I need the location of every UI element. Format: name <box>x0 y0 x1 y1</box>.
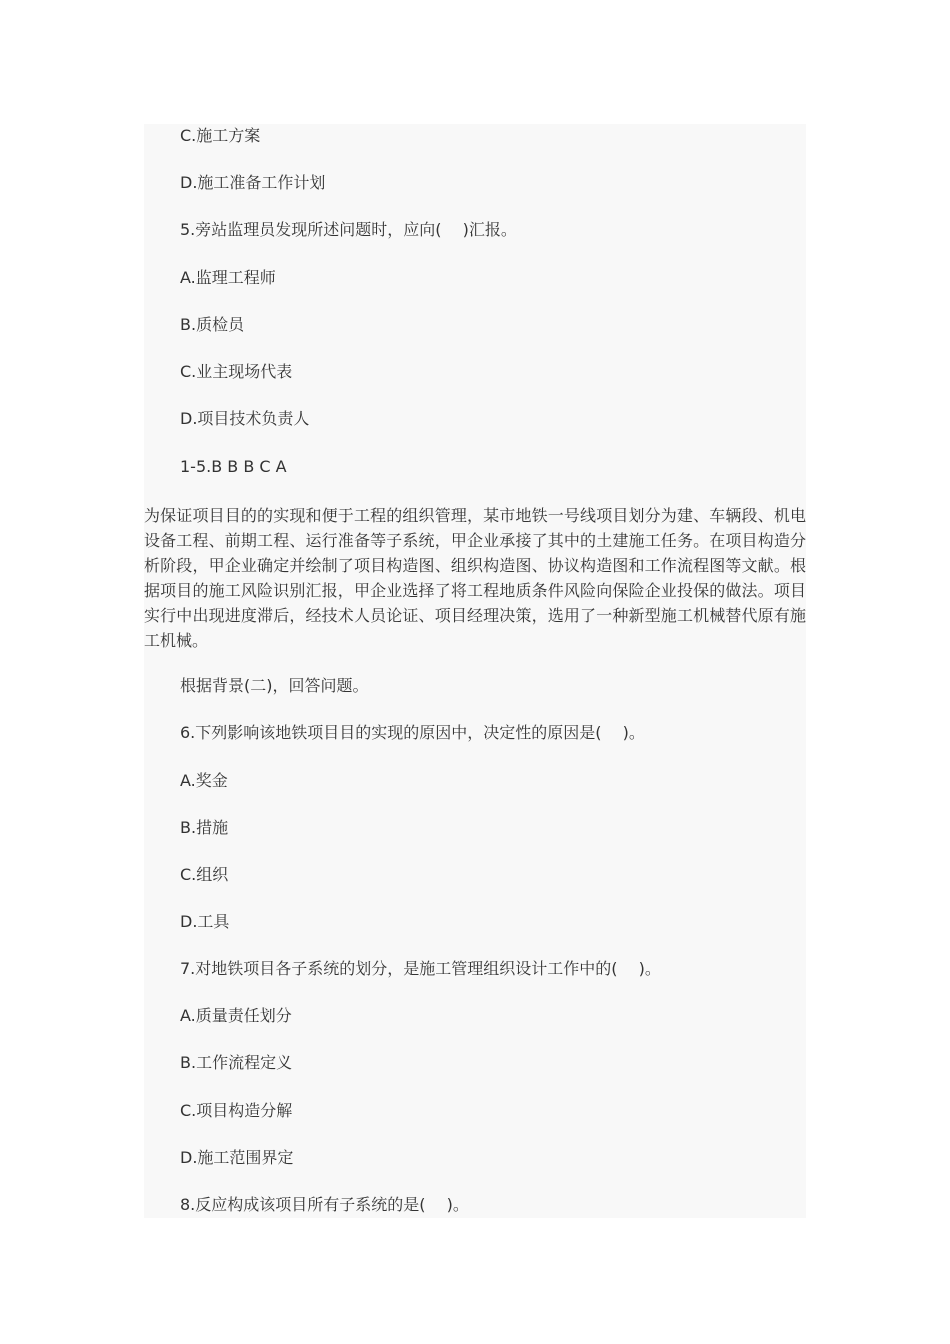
q6-option-d: D.工具 <box>180 912 230 931</box>
question-8: 8.反应构成该项目所有子系统的是( )。 <box>180 1195 469 1214</box>
q7-option-a: A.质量责任划分 <box>180 1006 292 1025</box>
q7-option-d: D.施工范围界定 <box>180 1148 294 1167</box>
q5-option-b: B.质检员 <box>180 315 245 334</box>
question-5: 5.旁站监理员发现所述问题时，应向( )汇报。 <box>180 220 517 239</box>
q5-option-a: A.监理工程师 <box>180 268 276 287</box>
option-c-construction-plan: C.施工方案 <box>180 126 261 145</box>
background-paragraph: 为保证项目目的的实现和便于工程的组织管理，某市地铁一号线项目划分为建、车辆段、机电设备工程、前期工程、运行准备等子系统，甲企业承接了其中的土建施工任务。在项目构造分析阶段，甲企业确定并绘制了项目构造图、组织构造图、协议构造图和工作流程图等文献。根据项目的施工风险识别汇报，甲企业选择了将工程地质条件风险向保险企业投保的做法。项目实行中出现进度滞后，经技术人员论证、项目经理决策，选用了一种新型施工机械替代原有施工机械。 <box>144 506 806 650</box>
option-d-preparation-plan: D.施工准备工作计划 <box>180 173 326 192</box>
document-content <box>144 124 806 1218</box>
q6-option-b: B.措施 <box>180 818 229 837</box>
background-instruction: 根据背景(二)，回答问题。 <box>180 676 369 695</box>
q5-option-c: C.业主现场代表 <box>180 362 293 381</box>
q7-option-c: C.项目构造分解 <box>180 1101 293 1120</box>
q6-option-c: C.组织 <box>180 865 229 884</box>
answer-key-1-5: 1-5.B B B C A <box>180 457 287 476</box>
q6-option-a: A.奖金 <box>180 771 228 790</box>
q5-option-d: D.项目技术负责人 <box>180 409 310 428</box>
question-6: 6.下列影响该地铁项目目的实现的原因中，决定性的原因是( )。 <box>180 723 645 742</box>
question-7: 7.对地铁项目各子系统的划分，是施工管理组织设计工作中的( )。 <box>180 959 661 978</box>
q7-option-b: B.工作流程定义 <box>180 1053 293 1072</box>
